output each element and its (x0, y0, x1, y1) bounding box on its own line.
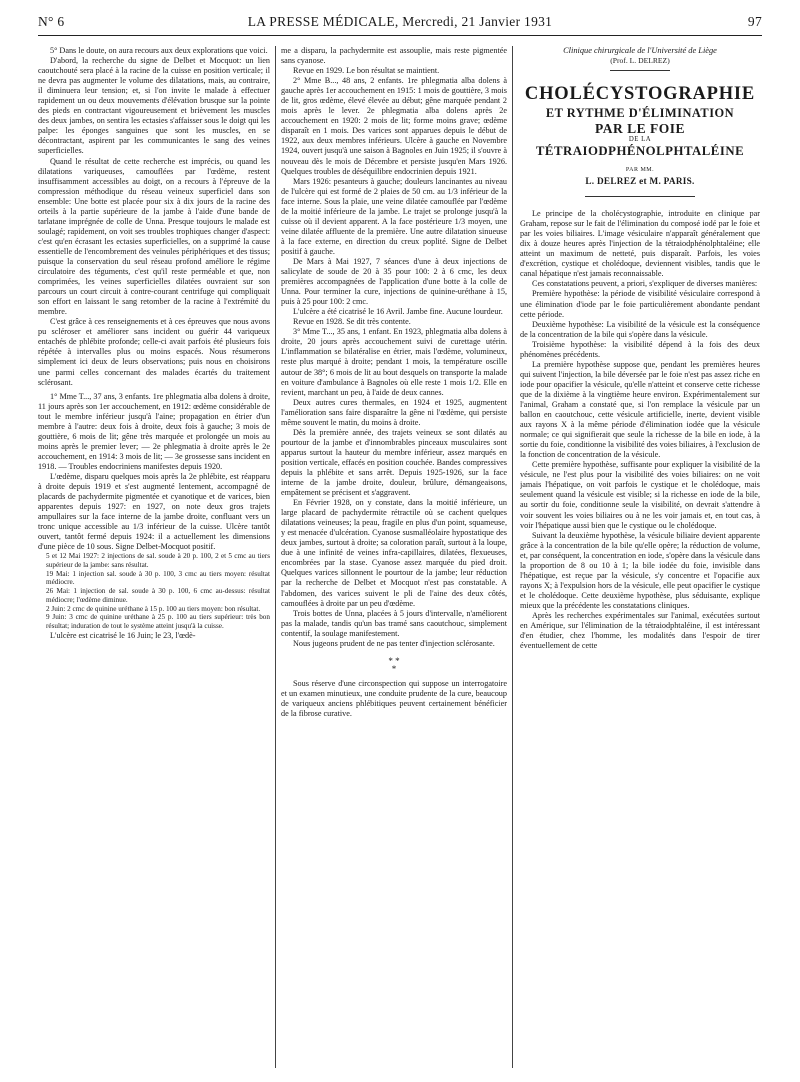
column-1 (38, 46, 270, 1072)
paragraph: 1° Mme T..., 37 ans, 3 enfants. 1re phlegmatia alba dolens à droite, 11 jours après son 1er accouchement, en 1912: œdème considérable de tout le membre inférieur jusqu'à l'aine; propagation en étrier d'un membre à l'autre: deux fois à droite, deux fois à gauche; 3 mois de gouttière, 6 mois de lit; gêne très marquée et prolongée un mois au moins après le premier lever; — 2e phlegmatia à droite après le 2e accouchement, en 1914: 3 mois de lit; — 3e grossesse sans incident en 1918. — Troubles endocriniens manifestes depuis 1920. (38, 391, 270, 471)
paragraph: Revue en 1929. Le bon résultat se maintient. (293, 66, 440, 76)
article-title-line-2: ET RYTHME D'ÉLIMINATION (545, 106, 735, 120)
byline-prefix: PAR MM. (625, 167, 655, 173)
treatment-note: 2 Juin: 2 cmc de quinine uréthane à 15 p. 100 au tiers moyen: bon résultat. (46, 604, 261, 613)
paragraph: Ces constatations peuvent, a priori, s'expliquer de diverses manières: (532, 279, 758, 289)
treatment-note: 9 Juin: 3 cmc de quinine uréthane à 25 p. 100 au tiers supérieur: très bon résultat; induration de tout le système atteint jusqu'à la cuisse. (46, 613, 270, 630)
paragraph: L'œdème, disparu quelques mois après la 2e phlébite, est réapparu à droite depuis 1919 et s'est augmenté lentement, accompagné de placards de pachydermite pigmentée et cyanotique et de varices, bien apparentes depuis 1927: en 1927, on note deux gros trajets ampullaires sur la face interne de la jambe droite, confluant vers un tronc unique accessible au 1/3 inférieur de la cuisse. Ulcère tantôt ouvert, tantôt fermé depuis 1924: il a actuellement les dimensions d'une pièce de 10 sous. Signe Delbet-Mocquot positif. (38, 471, 270, 552)
page-number-left: N° 6 (38, 14, 65, 29)
paragraph: Sous réserve d'une circonspection qui suppose un interrogatoire et un examen minutieux, une conduite prudente de la cure, beaucoup de variqueux anciens phlébitiques peuvent certainement bénéficier de la fibrose curative. (281, 678, 507, 718)
paragraph: Première hypothèse: la période de visibilité vésiculaire correspond à une élimination d'iode par le foie particulièrement abondante pendant cette période. (520, 289, 760, 319)
paragraph: Deuxième hypothèse: La visibilité de la vésicule est la conséquence de la concentration de la bile qui s'opère dans la vésicule. (520, 319, 760, 339)
paragraph: Troisième hypothèse: la visibilité dépend à la fois des deux phénomènes précédents. (520, 339, 760, 359)
separator (585, 196, 695, 197)
journal-title: LA PRESSE MÉDICALE, Mercredi, 21 Janvier 1931 (247, 14, 553, 29)
paragraph: Après les recherches expérimentales sur l'animal, exécutées surtout en Amérique, sur l'élimination de la tétraiodphtaléine, il est intéressant d'en étudier, chez l'homme, les modalités dans l'espoir de tirer éventuellement de cette (520, 610, 760, 651)
paragraph: 5° Dans le doute, on aura recours aux deux explorations que voici. (50, 46, 268, 55)
article-title-line-5: TÉTRAIODPHÉNOLPHTALÉINE (535, 144, 745, 158)
paragraph: C'est grâce à ces renseignements et à ces épreuves que nous avons pu scléroser et améliorer sans incident ou guérir 44 variqueux entachés de phlébite profonde; celle-ci avait parfois été plusieurs fois répétée à intervalles plus ou moins espacés. Nous résumerons simplement ici deux de leurs observations; puis nous en choisirons une parmi celles concernant des malades écartés du traitement sclérosant. (38, 317, 270, 387)
article-title-line-1: CHOLÉCYSTOGRAPHIE (524, 84, 756, 104)
article-authors: L. DELREZ et M. PARIS. (585, 176, 695, 187)
paragraph: Dès la première année, des trajets veineux se sont dilatés au pourtour de la jambe et d'innombrables pinceaux musculaires sont apparus surtout la hauteur du membre inférieur, assez marqués en position verticale, effacés en position couchée. Bandes compressives depuis la phlébite et sans arrêt. Depuis 1925-1926, sur la face interne de la jambe droite, douleur, brûlure, démangeaisons, empâtement se précisent et s'aggravent. (281, 427, 507, 498)
asterism: * * * (388, 655, 400, 674)
paragraph: Nous jugeons prudent de ne pas tenter d'injection sclérosante. (293, 638, 495, 648)
paragraph: Cette première hypothèse, suffisante pour expliquer la visibilité de la vésicule, ne l'est plus pour la visibilité des voies biliaires: on ne voit jamais l'hépatique, on voit parfois le cystique et le cholédoque, mais seulement quand la vésicule est visible; si la richesse en iode de la bile, au sortir du foie, conditionne seule la visibilité, on devrait s'attendre à voir souvent les voies biliaires ou à ne les voir jamais et, en tout cas, à voir l'hépatique aussi bien que le cystique ou le cholédoque. (520, 460, 760, 530)
treatment-note: 5 et 12 Mai 1927: 2 injections de sal. soude à 20 p. 100, 2 et 5 cmc au tiers supérieur de la jambe: sans résultat. (46, 552, 270, 570)
paragraph: 2° Mme B..., 48 ans, 2 enfants. 1re phlegmatia alba dolens à gauche après 1er accouchement en 1915: 1 mois de gouttière, 3 mois de lit, gros œdème, élevé élevée au début; gêne marquée pendant 2 mois après le lever. 2e phlegmatia alba dolens après 2e accouchement en 1920: 2 mois de lit; forme moins grave; œdème disparaît en 1 mois. Des varices sont apparues depuis le début de 1922, aux deux membres inférieurs. Ulcère à gauche en Novembre 1924, ouvert jusqu'à une saison à Bagnoles en Juin 1925; il s'ouvre à nouveau dès le mois de Décembre et persiste jusqu'en Mars 1926. Quelques troubles de déséquilibre endocrinien depuis 1921. (281, 76, 507, 176)
clinic-professor: (Prof. L. DELREZ) (610, 56, 670, 65)
column-divider-1 (275, 46, 276, 1068)
clinic-heading (520, 46, 760, 66)
separator (610, 70, 670, 71)
article-title-line-4: DE LA (628, 136, 652, 143)
paragraph: La première hypothèse suppose que, pendant les premières heures qui suivent l'injection, la bile déversée par le foie n'est pas assez riche en iode pour opacifier la vésicule, qu'elle n'atteint et conserve cette richesse que de la dixième à la vingtième heure environ. Expérimentalement sur l'animal, Graham a constaté que, si l'on remplace la vésicule par un ballon en caoutchouc, cette vésicule artificielle, inerte, devient visible aux rayons X à la même période d'élimination iodée que la vésicule normale; ce qui signifierait que seule la richesse de la bile en iode, à la sortie du foie, conditionne la visibilité des voies biliaires, à l'exclusion de la fonction de concentration de la vésicule. (520, 359, 760, 460)
paragraph: Le principe de la cholécystographie, introduite en clinique par Graham, repose sur le fait de l'élimination du composé iodé par le foie et par les voies biliaires. L'image vésiculaire n'apparaît généralement que dix à douze heures après l'injection de la tétraiodphénolphtaléine; elle atteint un maximum de netteté, puis disparaît. Parfois, les voies d'excrétion, cystique et cholédoque, deviennent visibles, tandis que le canal hépatique n'est jamais reconnaissable. (520, 209, 760, 279)
paragraph: Deux autres cures thermales, en 1924 et 1925, augmentent l'amélioration sans faire disparaître la gêne ni l'œdème, qui persiste même souvent le matin, du moins à droite. (281, 397, 507, 427)
column-3 (520, 46, 760, 1072)
paragraph: 3° Mme T..., 35 ans, 1 enfant. En 1923, phlegmatia alba dolens à droite, 20 jours après accouchement suivi de curettage utérin. L'inflammation se bilatéralise en étrier, mais l'œdème, volumineux, reste plus marqué à droite; pendant 1 mois, la température oscille autour de 38°; 6 mois de lit au bout desquels on transporte la malade en voiture d'ambulance à Bagnoles où elle reste 1 mois 1/2. Elle en revient, marchant un peu, à l'aide de deux cannes. (281, 327, 507, 397)
paragraph: me a disparu, la pachydermite est assouplie, mais reste pigmentée sans cyanose. (281, 46, 507, 66)
paragraph: Trois bottes de Unna, placées à 5 jours d'intervalle, n'améliorent pas la malade, tandis qu'un bas tramé sans caoutchouc, simplement contentif, la soulage manifestement. (281, 608, 507, 638)
treatment-note: 26 Mai: 1 injection de sal. soude à 30 p. 100, 6 cmc au-dessus: résultat médiocre; l'œdème diminue. (46, 587, 270, 604)
column-divider-2 (512, 46, 513, 1068)
page-number-right: 97 (747, 14, 762, 29)
clinic-name: Clinique chirurgicale de l'Université de Liège (563, 46, 717, 55)
treatment-note: 19 Mai: 1 injection sal. soude à 30 p. 100, 3 cmc au tiers moyen: résultat médiocre. (46, 569, 270, 587)
paragraph: En Février 1928, on y constate, dans la moitié inférieure, un large placard de pachydermite rétractile où se cachent quelques dilatations veineuses; la peau, fragile en plus d'un point, squameuse, y est menacée d'ulcération. Cyanose susmalléolaire hypostatique des deux jambes, surtout à droite; sa coloration paraît, surtout à la loupe, due à une infinité de veines infra-capillaires, dilatées, flexueuses, encombrées par la stase. Cyanose assez marquée du pied droit. Quelques varices sillonnent le pourtour de la jambe; leur réduction par la recherche de Delbet et Mocquot n'est pas constatable. A l'abdomen, des varices suivent le pli de l'aine des deux côtés, camouflées à droite par un peu d'œdème. (281, 498, 507, 608)
page-header (38, 14, 762, 36)
paragraph: L'ulcère est cicatrisé le 16 Juin; le 23, l'œdè- (50, 630, 196, 640)
column-2 (281, 46, 507, 1072)
header-rule (38, 35, 762, 36)
paragraph: Mars 1926: pesanteurs à gauche; douleurs lancinantes au niveau de l'ulcère qui est formé de 2 plaies de 50 cm. au 1/3 inférieur de la face interne. Sous la plaie, une veine dilatée camouflée par l'œdème de la moitié inférieure de la jambe. Le trajet se prolonge jusqu'à la cuisse où il devient apparent. A la face postérieure 1/3 moyen, une veine dilatée affluente de la première. Une autre dilatation sinueuse à la face externe, en direction du creux poplité. Signe de Delbet positif à gauche. (281, 176, 507, 256)
paragraph: Revue en 1928. Se dit très contente. (293, 317, 411, 327)
paragraph: Suivant la deuxième hypothèse, la vésicule biliaire devient apparente grâce à la concentration de la bile qu'elle opère; la réduction de volume, et, par conséquent, la concentration en iode, s'opère dans la vésicule dans la proportion de 8 ou 10 à 1; la bile iodée du foie, invisible dans l'hépatique, est reçue par la vésicule, s'y concentre et l'opacifie aux rayons X; à l'expulsion hors de la vésicule, elle peut opacifier le cystique et le cholédoque. Cette deuxième hypothèse, plus séduisante, explique mieux que la précédente les constatations cliniques. (520, 530, 760, 610)
article-title-line-3: PAR LE FOIE (594, 121, 685, 136)
paragraph: De Mars à Mai 1927, 7 séances d'une à deux injections de salicylate de soude de 20 à 35 pour 100: 2 à 6 cmc, les deux premières accompagnées de l'application d'une botte à la colle de Unna. Pour terminer la cure, injections de quinine-uréthane à 15, puis à 25 pour 100: 2 cmc. (281, 256, 507, 307)
paragraph: D'abord, la recherche du signe de Delbet et Mocquot: un lien caoutchouté sera placé à la racine de la cuisse en position verticale; il ne devra pas augmenter le volume des dilatations, mais, au contraire, il diminuera leur tension; et, si l'on invite le malade à effectuer rapidement un ou deux mouvements d'élévation brusque sur la pointe des pieds en contractant vigoureusement et brièvement les muscles des deux jambes, on sentira les ectasies s'affaisser sous le doigt qui les palpe: les éponges sanguines que sont les muscles, en se décontractant, aspirent par les communicantes le sang des veines superficielles. (38, 56, 270, 156)
paragraph: Quand le résultat de cette recherche est imprécis, ou quand les dilatations variqueuses, camouflées par l'œdème, restent insuffisamment accessibles au doigt, on a recours à l'épreuve de la compression méthodique du réseau veineux superficiel dans son ensemble: Une botte est placée pour six à dix jours de la racine des orteils à la partie supérieure de la jambe à l'aide d'une bande de tarlatane imprégnée de colle de Unna. Presque toujours le malade est soulagé; rapidement, on voit ses troubles trophiques changer d'aspect: c'est qu'en écrasant les ectasies superficielles, on a supprimé la cause essentielle de l'encombrement des veinules périphériques et des tissus; puisque la conservation du seul réseau profond améliore le régime circulatoire des téguments, c'est qu'il reste perméable et que, non comprimées, les veines superficielles dilatées ouvraient sur son parcours un court circuit à contre-courant centrifuge qui compliquait son effort en laissant le sang retomber de la racine à l'extrémité du membre. (38, 156, 270, 317)
paragraph: L'ulcère a été cicatrisé le 16 Avril. Jambe fine. Aucune lourdeur. (293, 307, 503, 317)
